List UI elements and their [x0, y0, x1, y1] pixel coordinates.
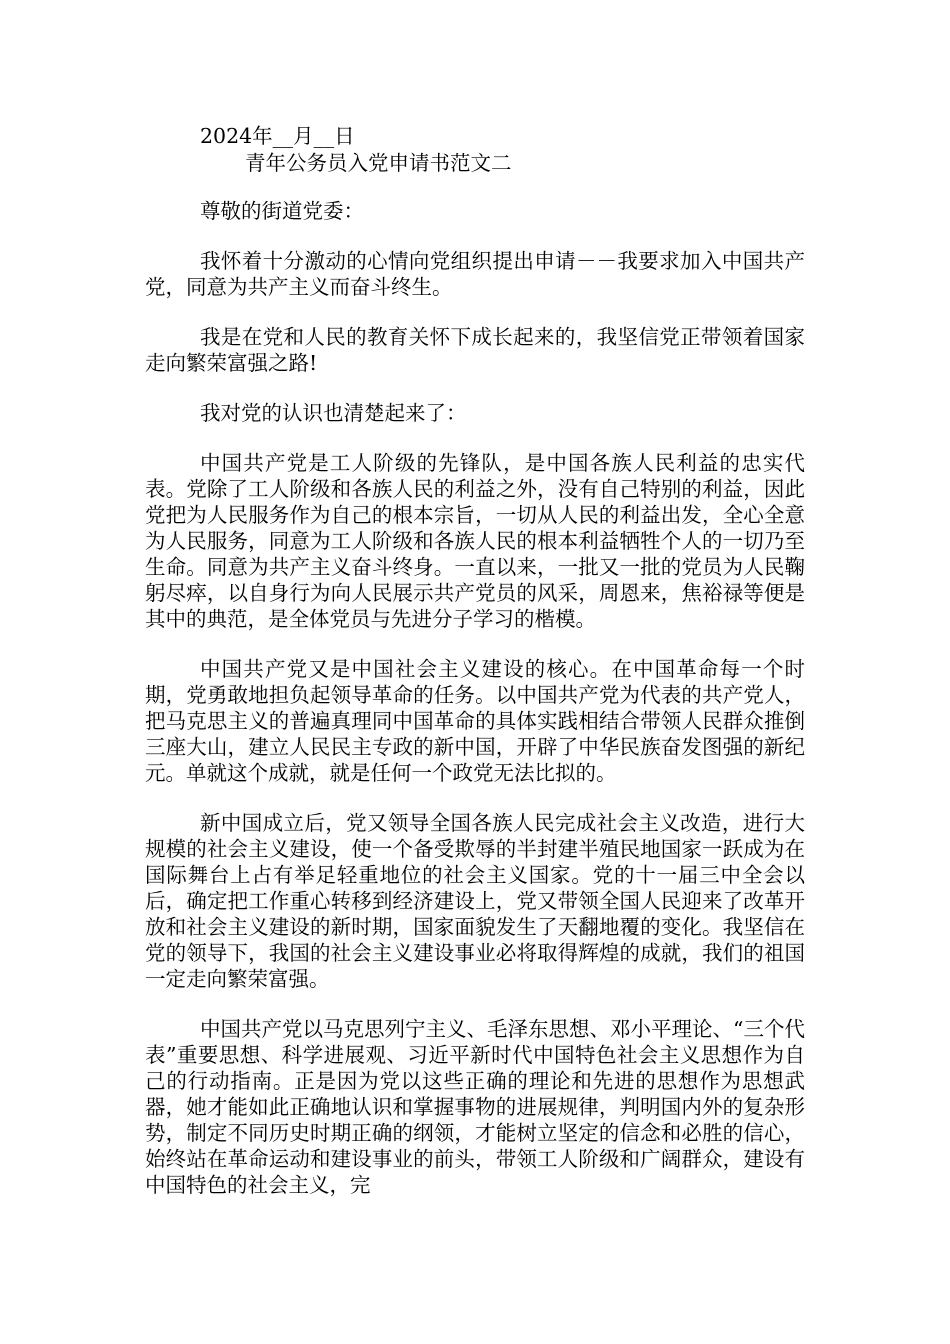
- paragraph-growth: 我是在党和人民的教育关怀下成长起来的，我坚信党正带领着国家走向繁荣富强之路!: [145, 325, 805, 375]
- paragraph-new-china: 新中国成立后，党又领导全国各族人民完成社会主义改造，进行大规模的社会主义建设，使一个备受欺辱的半封建半殖民地国家一跃成为在国际舞台上占有举足轻重地位的社会主义国家。党的十一届三中全会以后，确定把工作重心转移到经济建设上，党又带领全国人民迎来了改革开放和社会主义建设的新时期，国家面貌发生了天翻地覆的变化。我坚信在党的领导下，我国的社会主义建设事业必将取得辉煌的成就，我们的祖国一定走向繁荣富强。: [145, 811, 805, 991]
- paragraph-guiding-thought: 中国共产党以马克思列宁主义、毛泽东思想、邓小平理论、“三个代表”重要思想、科学进展观、习近平新时代中国特色社会主义思想作为自己的行动指南。正是因为党以这些正确的理论和先进的思想作为思想武器，她才能如此正确地认识和掌握事物的进展规律，判明国内外的复杂形势，制定不同历史时期正确的纲领，才能树立坚定的信念和必胜的信心，始终站在革命运动和建设事业的前头，带领工人阶级和广阔群众，建设有中国特色的社会主义，完: [145, 1017, 805, 1197]
- document-body: [145, 248, 805, 1222]
- paragraph-application: 我怀着十分激动的心情向党组织提出申请－－我要求加入中国共产党，同意为共产主义而奋斗终生。: [145, 249, 805, 299]
- date-line: 2024年__月__日: [200, 124, 355, 148]
- salutation: 尊敬的街道党委：: [200, 199, 364, 223]
- document-title: 青年公务员入党申请书范文二: [245, 151, 512, 175]
- paragraph-understanding: 我对党的认识也清楚起来了：: [200, 401, 467, 425]
- paragraph-vanguard: 中国共产党是工人阶级的先锋队，是中国各族人民利益的忠实代表。党除了工人阶级和各族人民的利益之外，没有自己特别的利益，因此党把为人民服务作为自己的根本宗旨，一切从人民的利益出发，全心全意为人民服务，同意为工人阶级和各族人民的根本利益牺牲个人的一切乃至生命。同意为共产主义奋斗终身。一直以来，一批又一批的党员为人民鞠躬尽瘁，以自身行为向人民展示共产党员的风采，周恩来，焦裕禄等便是其中的典范，是全体党员与先进分子学习的楷模。: [145, 451, 805, 631]
- paragraph-core: 中国共产党又是中国社会主义建设的核心。在中国革命每一个时期，党勇敢地担负起领导革命的任务。以中国共产党为代表的共产党人，把马克思主义的普遍真理同中国革命的具体实践相结合带领人民群众推倒三座大山，建立人民民主专政的新中国，开辟了中华民族奋发图强的新纪元。单就这个成就，就是任何一个政党无法比拟的。: [145, 657, 805, 785]
